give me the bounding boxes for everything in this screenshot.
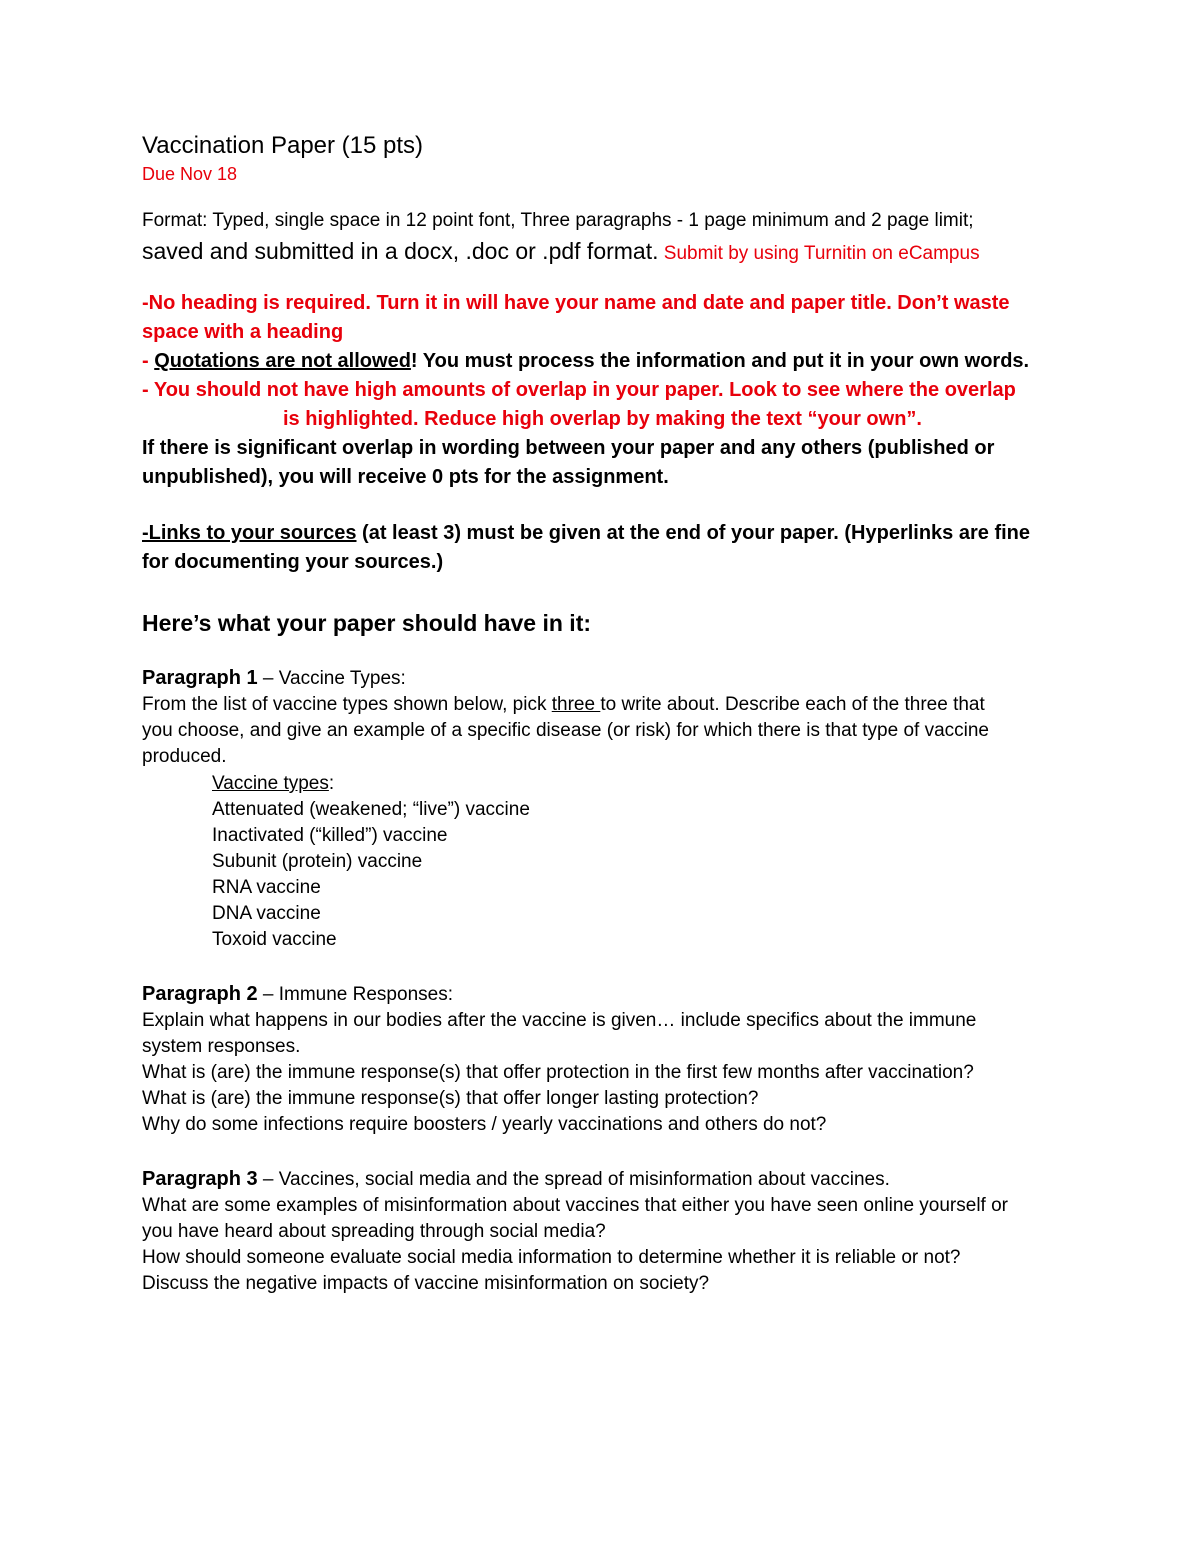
paragraph3-line: Discuss the negative impacts of vaccine misinformation on society?: [142, 1273, 710, 1294]
paragraph1-desc-1: [142, 692, 1072, 718]
vaccine-types-colon: :: [328, 773, 335, 794]
links-rest: (at least 3) must be given at the end of your paper. (Hyperlinks are fine: [356, 522, 1031, 544]
paragraph2-line: system responses.: [142, 1036, 301, 1057]
format-text: saved and submitted in a docx, .doc or .pdf format.: [142, 238, 659, 264]
paragraph2-line: Explain what happens in our bodies after the vaccine is given… include specifics about the immune: [142, 1010, 977, 1031]
rule-overlap-2: is highlighted. Reduce high overlap by making the text “your own”.: [283, 408, 922, 430]
paragraph2-label: Paragraph 2: [142, 983, 258, 1005]
list-item: Attenuated (weakened; “live”) vaccine: [212, 799, 530, 820]
paragraph2-topic: – Immune Responses:: [257, 984, 453, 1005]
paragraph3-line: What are some examples of misinformation about vaccines that either you have seen online yourself or: [142, 1195, 1009, 1216]
paragraph2-line: Why do some infections require boosters / yearly vaccinations and others do not?: [142, 1114, 827, 1135]
paragraph3-label: Paragraph 3: [142, 1168, 258, 1190]
desc-text: From the list of vaccine types shown below, pick: [142, 694, 552, 715]
list-item: Toxoid vaccine: [212, 929, 337, 950]
rule-no-heading-2: space with a heading: [142, 321, 344, 343]
rule-no-heading-1: -No heading is required. Turn it in will have your name and date and paper title. Don’t waste: [142, 292, 1010, 314]
paragraph3-topic: – Vaccines, social media and the spread of misinformation about vaccines.: [257, 1169, 890, 1190]
format-line-2: [142, 234, 1072, 271]
vaccine-types-label: Vaccine types: [212, 773, 329, 794]
paragraph1-heading: [142, 665, 1072, 692]
paragraph2-line: What is (are) the immune response(s) that offer longer lasting protection?: [142, 1088, 759, 1109]
vaccine-types-heading: [142, 771, 1072, 797]
document-title: Vaccination Paper (15 pts): [142, 132, 424, 159]
paragraph1-topic: – Vaccine Types:: [257, 668, 406, 689]
rule-significant-1: If there is significant overlap in wording between your paper and any others (published or: [142, 437, 995, 459]
quotes-dash: -: [142, 350, 155, 372]
paragraph3-line: How should someone evaluate social media information to determine whether it is reliable or not?: [142, 1247, 961, 1268]
rule-links-2: for documenting your sources.): [142, 551, 444, 573]
list-item: Inactivated (“killed”) vaccine: [212, 825, 448, 846]
desc-text: to write about. Describe each of the three that: [600, 694, 985, 715]
format-line-1: Format: Typed, single space in 12 point font, Three paragraphs - 1 page minimum and 2 page limit;: [142, 210, 974, 231]
list-item: Subunit (protein) vaccine: [212, 851, 423, 872]
rule-quotations: [142, 347, 1072, 376]
paragraph2-line: What is (are) the immune response(s) that offer protection in the first few months after vaccination?: [142, 1062, 974, 1083]
section-heading: Here’s what your paper should have in it:: [142, 610, 592, 636]
desc-underlined: three: [551, 694, 601, 715]
rule-links-1: [142, 519, 1072, 548]
paragraph2-heading: [142, 981, 1072, 1008]
paragraph1-label: Paragraph 1: [142, 667, 258, 689]
submit-note: Submit by using Turnitin on eCampus: [663, 243, 980, 264]
rule-overlap-1: - You should not have high amounts of overlap in your paper. Look to see where the overlap: [142, 379, 1016, 401]
due-date: Due Nov 18: [142, 164, 238, 184]
links-underlined: -Links to your sources: [142, 522, 357, 544]
paragraph3-line: you have heard about spreading through social media?: [142, 1221, 606, 1242]
quotes-underlined: Quotations are not allowed: [154, 350, 411, 372]
quotes-rest: ! You must process the information and put it in your own words.: [410, 350, 1030, 372]
list-item: DNA vaccine: [212, 903, 321, 924]
list-item: RNA vaccine: [212, 877, 321, 898]
document-page: [142, 128, 1072, 1297]
paragraph1-desc-2: you choose, and give an example of a specific disease (or risk) for which there is that type of vaccine: [142, 720, 989, 741]
rule-significant-2: unpublished), you will receive 0 pts for the assignment.: [142, 466, 669, 488]
paragraph1-desc-3: produced.: [142, 746, 227, 767]
paragraph3-heading: [142, 1166, 1072, 1193]
